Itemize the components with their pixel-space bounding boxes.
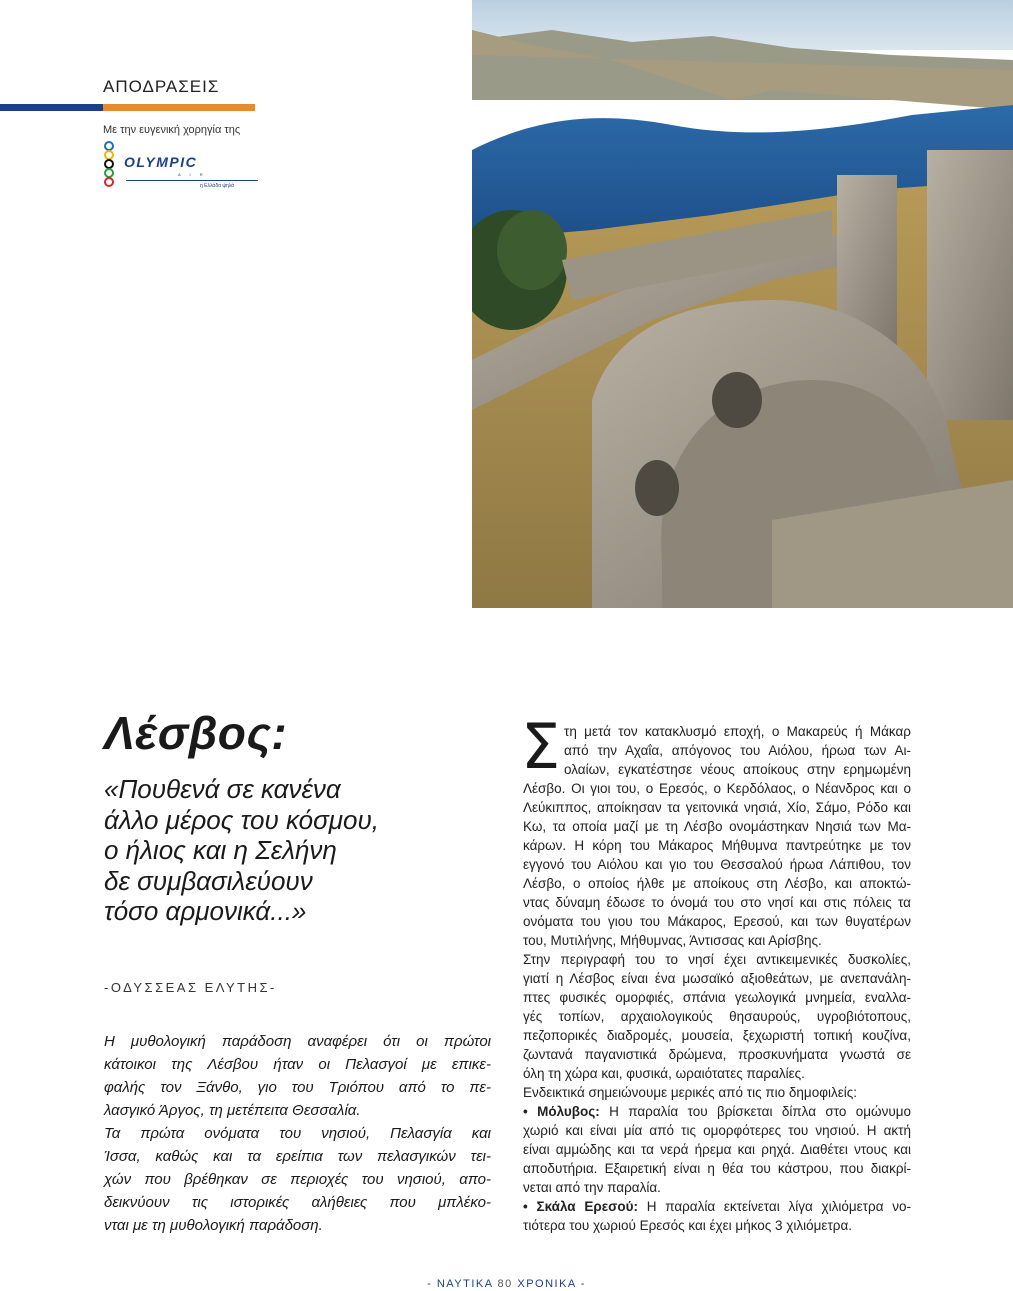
body-line: νεται από την παραλία. bbox=[523, 1180, 661, 1195]
body-line: Ενδεικτικά σημειώνουμε μερικές από τις πιο δημοφιλείς: bbox=[523, 1085, 857, 1100]
intro-line: χών που βρέθηκαν σε περιοχές του νησιού, απο- bbox=[104, 1171, 491, 1188]
body-line: ζωντανά παγανιστικά δρώμενα, προσκυνήματα γνωστά σε bbox=[523, 1047, 911, 1062]
body-line: Κω, τα οποία μαζί με τη Λέσβο ονομάστηκαν Νησιά των Μα- bbox=[523, 819, 911, 834]
bullet-text: Η παραλία εκτείνεται λίγα χιλιόμετρα νο- bbox=[637, 1199, 911, 1214]
body-line: πτες φυσικές ομορφιές, σπάνια γεωλογικά μνημεία, εναλλα- bbox=[523, 990, 911, 1005]
body-line: εγγονό του Αιόλου και γιο του Θεσσαλού ήρωα Λάπιθου, τον bbox=[523, 857, 911, 872]
svg-text:OLYMPIC: OLYMPIC bbox=[124, 154, 198, 170]
bullet-text: Η παραλία του βρίσκεται δίπλα στο ομώνυμο bbox=[599, 1104, 911, 1119]
logo-tagline: η Ελλάδα ψηλά bbox=[200, 183, 235, 189]
intro-line: νται με τη μυθολογική παράδοση. bbox=[104, 1217, 323, 1234]
quote-line: άλλο μέρος του κόσμου, bbox=[104, 804, 380, 835]
footer-left: - ΝΑΥΤΙΚΑ bbox=[427, 1278, 493, 1290]
page-footer bbox=[0, 1278, 1013, 1290]
intro-line: δεικνύουν τις ιστορικές αλήθειες που μπλέκο- bbox=[104, 1194, 491, 1211]
section-label: ΑΠΟΔΡΑΣΕΙΣ bbox=[103, 77, 220, 96]
section-rule-orange bbox=[103, 104, 255, 111]
quote-line: ο ήλιος και η Σελήνη bbox=[104, 835, 337, 865]
hero-castle-photo bbox=[472, 0, 1013, 608]
article-title: Λέσβος: bbox=[104, 707, 288, 759]
body-line: γές τοπίων, αρχαιολογικούς θησαυρούς, υγροβιότοπους, bbox=[523, 1009, 911, 1024]
body-line: αποδυτήρια. Εξαιρετική είναι η θέα του κάστρου, που διακρί- bbox=[523, 1161, 911, 1176]
page-number: 80 bbox=[497, 1278, 513, 1290]
logo-underline bbox=[126, 180, 258, 181]
body-line: κάρων. Η κόρη του Μάκαρος Μήθυμνα παντρεύτηκε με τον bbox=[523, 838, 911, 853]
body-line: Στην περιγραφή του το νησί έχει αντικειμενικές δυσκολίες, bbox=[523, 952, 911, 967]
bullet-label: • Σκάλα Ερεσού: bbox=[523, 1199, 638, 1214]
intro-line: Τα πρώτα ονόματα του νησιού, Πελασγία και bbox=[104, 1125, 491, 1142]
body-line: Λεύκιππος, αποίκησαν τα γειτονικά νησιά, Χίο, Σάμο, Ρόδο και bbox=[523, 800, 911, 815]
pull-quote bbox=[104, 774, 464, 927]
body-line: πεζοπορικές διαδρομές, μουσεία, ξεχωριστή τοπική κουζίνα, bbox=[523, 1028, 911, 1043]
olympic-rings-icon bbox=[105, 142, 113, 186]
svg-text:A I R: A I R bbox=[178, 172, 207, 177]
section-rule-blue bbox=[0, 104, 103, 111]
body-line: χωριό και είναι μία από τις ομορφότερες του νησιού. Η ακτή bbox=[523, 1123, 911, 1138]
body-line: ονόματα του γιου του Μάκαρος, Ερεσού, και των θυγατέρων bbox=[523, 914, 911, 929]
body-line: του, Μυτιλήνης, Μήθυμνας, Άντισσας και Αρίσβης. bbox=[523, 933, 822, 948]
sponsor-text: Με την ευγενική χορηγία της bbox=[103, 124, 241, 136]
body-line: Λέσβο. Οι γιοι του, ο Ερεσός, ο Κερδόλαος, ο Νέανδρος και ο bbox=[523, 781, 911, 796]
intro-paragraph bbox=[104, 1030, 491, 1237]
body-line: είναι αμμώδης και τα νερά ήρεμα και ρηχά. Διαθέτει ντους και bbox=[523, 1142, 911, 1157]
body-line: γιατί η Λέσβος είναι ένα μωσαϊκό αξιοθεάτων, με ανεπανάλη- bbox=[523, 971, 911, 986]
body-line: τιότερα του χωριού Ερεσός και έχει μήκος 3 χιλιόμετρα. bbox=[523, 1218, 853, 1233]
body-line: όλη τη χώρα και, φυσικά, ωραιότατες παραλίες. bbox=[523, 1066, 805, 1081]
quote-line: «Πουθενά σε κανένα bbox=[104, 774, 341, 804]
olympic-logo bbox=[100, 140, 260, 190]
intro-line: Η μυθολογική παράδοση αναφέρει ότι οι πρώτοι bbox=[104, 1033, 491, 1050]
intro-line: Ίσσα, καθώς και τα ερείπια των πελασγικών τει- bbox=[104, 1148, 491, 1165]
body-line: τη μετά τον κατακλυσμό εποχή, ο Μακαρεύς ή Μάκαρ bbox=[564, 724, 911, 739]
bullet-skala-eresou bbox=[523, 1197, 911, 1216]
quote-author: -ΟΔΥΣΣΕΑΣ ΕΛΥΤΗΣ- bbox=[104, 980, 277, 995]
intro-line: λασγικό Άργος, τη μετέπειτα Θεσσαλία. bbox=[104, 1102, 361, 1119]
intro-line: φαλής τον Ξάνθο, γιο του Τριόπου από το πε- bbox=[104, 1079, 491, 1096]
body-line: Λέσβο, ο οποίος ήλθε με αποίκους στη Λέσβο, και αποκτώ- bbox=[523, 876, 911, 891]
body-column bbox=[521, 710, 911, 1235]
bullet-molyvos bbox=[523, 1102, 911, 1121]
quote-line: τόσο αρμονικά...» bbox=[104, 896, 307, 926]
body-line: ολαίων, εγκατέστησε νέους αποίκους στην ερημωμένη bbox=[564, 762, 911, 777]
quote-line: δε συμβασιλεύουν bbox=[104, 865, 313, 896]
body-line: ντας δύναμη έδωσε το όνομά του στο νησί και στις πόλεις τα bbox=[523, 895, 911, 910]
body-line: από την Αχαΐα, απόγονος του Αιόλου, ήρωα των Αι- bbox=[564, 743, 911, 758]
drop-cap: Σ bbox=[521, 710, 561, 783]
bullet-label: • Μόλυβος: bbox=[523, 1104, 600, 1119]
intro-line: κάτοικοι της Λέσβου ήταν οι Πελασγοί με επικε- bbox=[104, 1056, 491, 1073]
footer-right: ΧΡΟΝΙΚΑ - bbox=[517, 1278, 586, 1290]
